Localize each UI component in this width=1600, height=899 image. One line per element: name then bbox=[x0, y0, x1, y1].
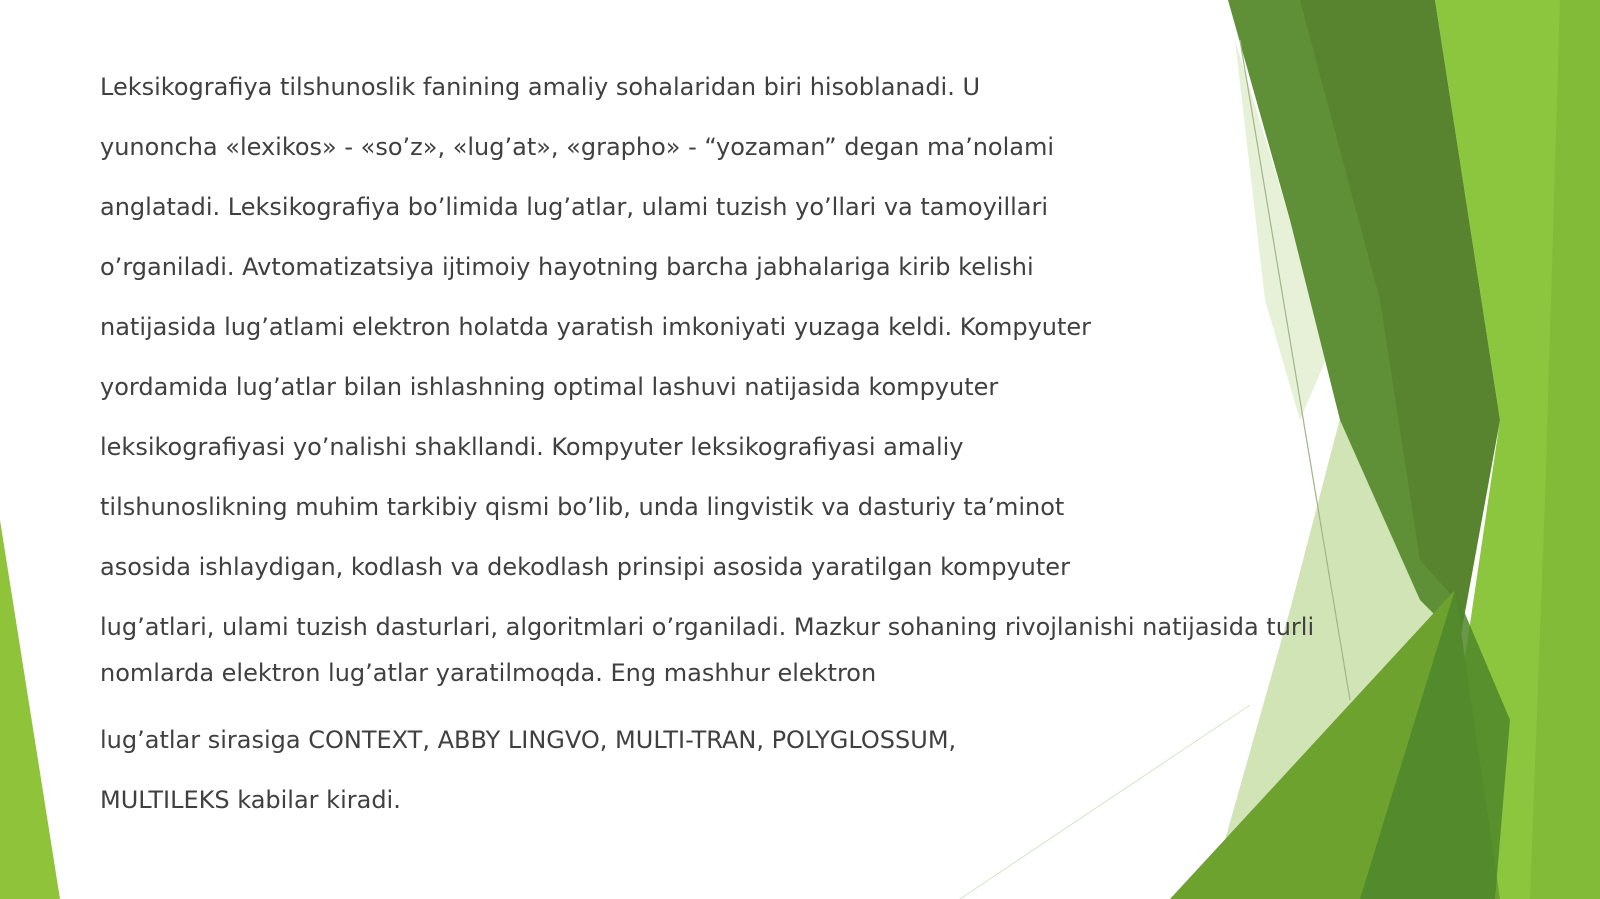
paragraph-line: lug’atlari, ulami tuzish dasturlari, algoritmlari o’rganiladi. Mazkur sohaning rivojlanishi natijasida turli nomlarda elektron lug’atlar yaratilmoqda. Eng mashhur elektron bbox=[100, 613, 1315, 687]
left-green-strip bbox=[0, 520, 60, 899]
paragraph-line: yunoncha «lexikos» - «so’z», «lug’at», «grapho» - “yozaman” degan ma’nolami bbox=[100, 133, 1055, 161]
paragraph-line: lug’atlar sirasiga CONTEXT, ABBY LINGVO, MULTI-TRAN, POLYGLOSSUM, bbox=[100, 726, 957, 754]
paragraph-line: tilshunoslikning muhim tarkibiy qismi bo’lib, unda lingvistik va dasturiy ta’minot bbox=[100, 493, 1065, 521]
paragraph-line: natijasida lug’atlami elektron holatda yaratish imkoniyati yuzaga keldi. Kompyuter bbox=[100, 313, 1092, 341]
paragraph-line: asosida ishlaydigan, kodlash va dekodlash prinsipi asosida yaratilgan kompyuter bbox=[100, 553, 1070, 581]
paragraph-line: o’rganiladi. Avtomatizatsiya ijtimoiy hayotning barcha jabhalariga kirib kelishi bbox=[100, 253, 1034, 281]
paragraph-line: leksikografiyasi yo’nalishi shakllandi. Kompyuter leksikografiyasi amaliy bbox=[100, 433, 964, 461]
paragraph-line: yordamida lug’atlar bilan ishlashning optimal lashuvi natijasida kompyuter bbox=[100, 373, 999, 401]
paragraph-line: anglatadi. Leksikografiya bo’limida lug’atlar, ulami tuzish yo’llari va tamoyillari bbox=[100, 193, 1049, 221]
paragraph-line: MULTILEKS kabilar kiradi. bbox=[100, 786, 401, 814]
paragraph-line: Leksikografiya tilshunoslik fanining amaliy sohalaridan biri hisoblanadi. U bbox=[100, 73, 981, 101]
